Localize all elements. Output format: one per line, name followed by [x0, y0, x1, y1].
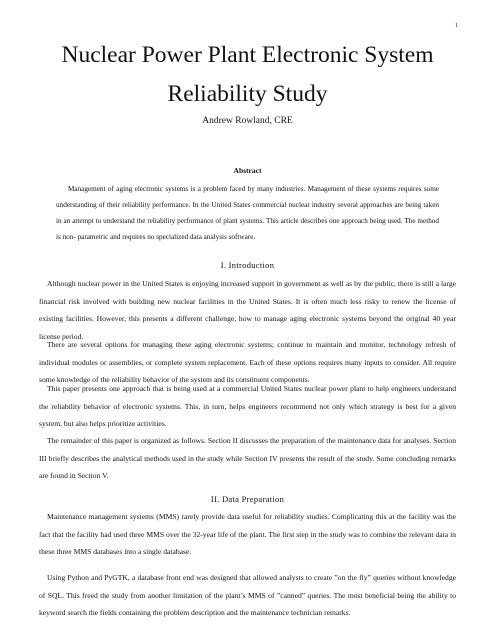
- section-heading-data-preparation: II. Data Preparation: [210, 494, 285, 504]
- intro-paragraph-1: Although nuclear power in the United States is enjoying increased support in government as well as by the public, there is still a large financial risk involved with building new nuclear facilities in the United States. It is often much less risky to renew the license of existing facilities. However, this presents a different challenge, how to manage aging electronic systems beyond the original 40 year license period.: [39, 279, 456, 341]
- data-prep-paragraph-1: Maintenance management systems (MMS) rarely provide data useful for reliability studies. Complicating this at the facility was the fact that the facility had used three MMS over the 32-year life of the plant. The first step in the study was to combine the relevant data in these three MMS databases into a single database.: [39, 512, 456, 556]
- intro-paragraph-2: There are several options for managing these aging electronic systems; continue to maintain and monitor, technology refresh of individual modules or assemblies, or complete system replacement. Each of these options requires many inputs to consider. All require some knowledge of the reliability behavior of the system and its constituent components.: [39, 340, 456, 384]
- section-heading-introduction: I. Introduction: [220, 260, 275, 270]
- intro-paragraph-4: The remainder of this paper is organized as follows. Section II discusses the preparation of the maintenance data for analyses. Section III briefly describes the analytical methods used in the study while Section IV presents the result of the study. Some concluding remarks are found in Section V.: [39, 436, 456, 480]
- abstract-heading: Abstract: [233, 166, 262, 175]
- data-prep-paragraph-2: Using Python and PyGTK, a database front end was designed that allowed analysts to create ”on the fly” queries without knowledge of SQL. This freed the study from another limitation of the plant’s MMS of ”canned” queries. The most beneficial being the ability to keyword search the fields containing the problem description and the maintenance technician remarks.: [39, 573, 456, 617]
- paper-title: Nuclear Power Plant Electronic System Reliability Study: [61, 42, 434, 107]
- page-number: 1: [455, 23, 458, 29]
- author: Andrew Rowland, CRE: [202, 116, 293, 126]
- intro-paragraph-3: This paper presents one approach that is being used at a commercial United States nuclear power plant to help engineers understand the reliability behavior of electronic systems. This, in turn, helps engineers recommend not only which strategy is best for a given system, but also helps prioritize activities.: [39, 384, 456, 428]
- abstract-text: Management of aging electronic systems is a problem faced by many industries. Management of these systems requires some understanding of their reliability performance. In the United States commercial nuclear industry several approaches are being taken in an attempt to understand the reliability performance of plant systems. This article describes one approach being used. The method is non- parametric and requires no specialized data analysis software.: [56, 185, 439, 241]
